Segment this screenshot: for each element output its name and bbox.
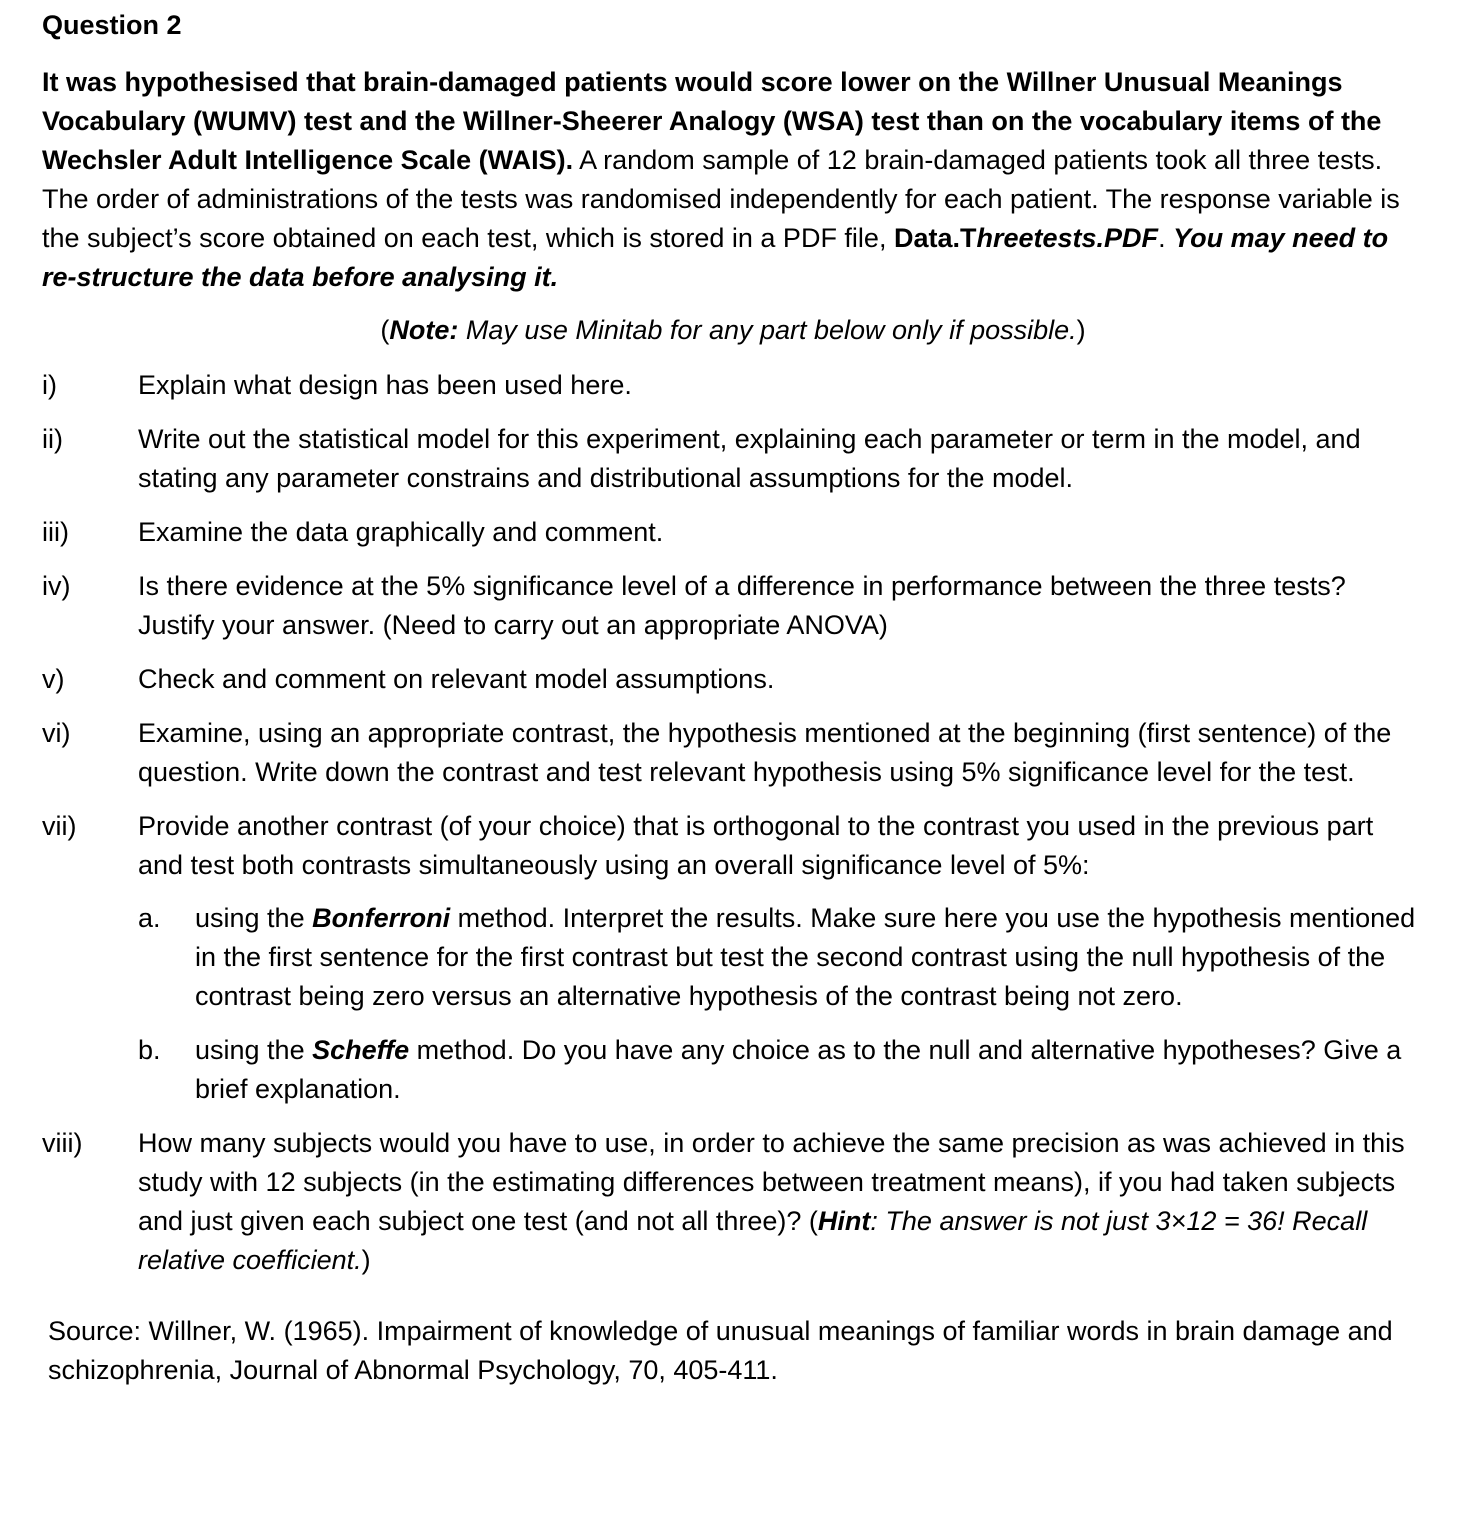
data-file-name-prefix: Data.T: [893, 223, 977, 253]
minitab-note: [42, 311, 1424, 350]
part-text: How many subjects would you have to use, in order to achieve the same precision as was achieved in this study with 12 subjects (in the estimating differences between treatment means), if you had taken subjects and just given each subject one test (and not all three)? (: [138, 1128, 1405, 1236]
question-intro: [42, 63, 1424, 297]
part-number: v): [42, 664, 65, 694]
part-number: viii): [42, 1128, 83, 1158]
hint-colon: :: [870, 1206, 878, 1236]
note-open-paren: (: [380, 315, 390, 345]
question-title: Question 2: [42, 10, 182, 40]
hint-close-paren: ): [361, 1245, 371, 1275]
subpart-letter: b.: [138, 1035, 161, 1065]
hint-label: Hint: [817, 1206, 871, 1236]
intro-body: A random sample of 12 brain-damaged patients took all three tests. The order of administrations of the tests was randomised independently for each patient. The response variable is the subject’s score obtained on each test, which is stored in a PDF file,: [42, 145, 1400, 253]
subpart-letter: a.: [138, 903, 161, 933]
subpart-text-post: method. Interpret the results. Make sure here you use the hypothesis mentioned in the first sentence for the first contrast but test the second contrast using the null hypothesis of the contrast being zero versus an alternative hypothesis of the contrast being not zero.: [195, 903, 1416, 1011]
subpart-a: [138, 899, 1424, 1016]
part-iv: [42, 567, 1424, 645]
part-vii-subparts: [138, 899, 1424, 1109]
scheffe-method: Scheffe: [312, 1035, 410, 1065]
hypothesis-statement: It was hypothesised that brain-damaged patients would score lower on the Willner Unusual Meanings Vocabulary (WUMV) test and the Willner-Sheerer Analogy (WSA) test than on the vocabulary items of the Wechsler Adult Intelligence Scale (WAIS).: [42, 67, 1382, 175]
subpart-text-pre: using the: [195, 1035, 313, 1065]
hint-text: The answer is not just 3×12 = 36! Recall relative coefficient.: [138, 1206, 1368, 1275]
part-text: Provide another contrast (of your choice) that is orthogonal to the contrast you used in the previous part and test both contrasts simultaneously using an overall significance level of 5%:: [138, 811, 1374, 880]
subpart-text-post: method. Do you have any choice as to the null and alternative hypotheses? Give a brief explanation.: [195, 1035, 1402, 1104]
part-i: [42, 366, 1424, 405]
part-text: Write out the statistical model for this experiment, explaining each parameter or term in the model, and stating any parameter constrains and distributional assumptions for the model.: [138, 424, 1361, 493]
source-citation: Source: Willner, W. (1965). Impairment of knowledge of unusual meanings of familiar words in brain damage and schizophrenia, Journal of Abnormal Psychology, 70, 405-411.: [48, 1316, 1393, 1385]
part-text: Examine, using an appropriate contrast, the hypothesis mentioned at the beginning (first sentence) of the question. Write down the contrast and test relevant hypothesis using 5% significance level for the test.: [138, 718, 1392, 787]
intro-file-period: .: [1158, 223, 1174, 253]
restructure-instruction: You may need to re-structure the data before analysing it.: [42, 223, 1389, 292]
question-parts-list: [42, 366, 1424, 1280]
data-file-name-suffix: hreetests.PDF: [976, 223, 1159, 253]
note-close-paren: ): [1076, 315, 1086, 345]
subpart-text-pre: using the: [195, 903, 313, 933]
part-v: [42, 660, 1424, 699]
part-number: iv): [42, 571, 71, 601]
note-text: May use Minitab for any part below only if possible.: [458, 315, 1077, 345]
part-number: ii): [42, 424, 63, 454]
note-label: Note:: [389, 315, 459, 345]
part-vi: [42, 714, 1424, 792]
part-vii: [42, 807, 1424, 1109]
part-iii: [42, 513, 1424, 552]
part-number: iii): [42, 517, 69, 547]
part-number: i): [42, 370, 57, 400]
part-text: Explain what design has been used here.: [138, 370, 632, 400]
subpart-b: [138, 1031, 1424, 1109]
part-number: vi): [42, 718, 71, 748]
part-text: Check and comment on relevant model assumptions.: [138, 664, 775, 694]
part-text: Is there evidence at the 5% significance level of a difference in performance between the three tests? Justify your answer. (Need to carry out an appropriate ANOVA): [138, 571, 1346, 640]
part-text: Examine the data graphically and comment.: [138, 517, 664, 547]
part-ii: [42, 420, 1424, 498]
bonferroni-method: Bonferroni: [312, 903, 451, 933]
part-number: vii): [42, 811, 77, 841]
part-viii: [42, 1124, 1424, 1280]
